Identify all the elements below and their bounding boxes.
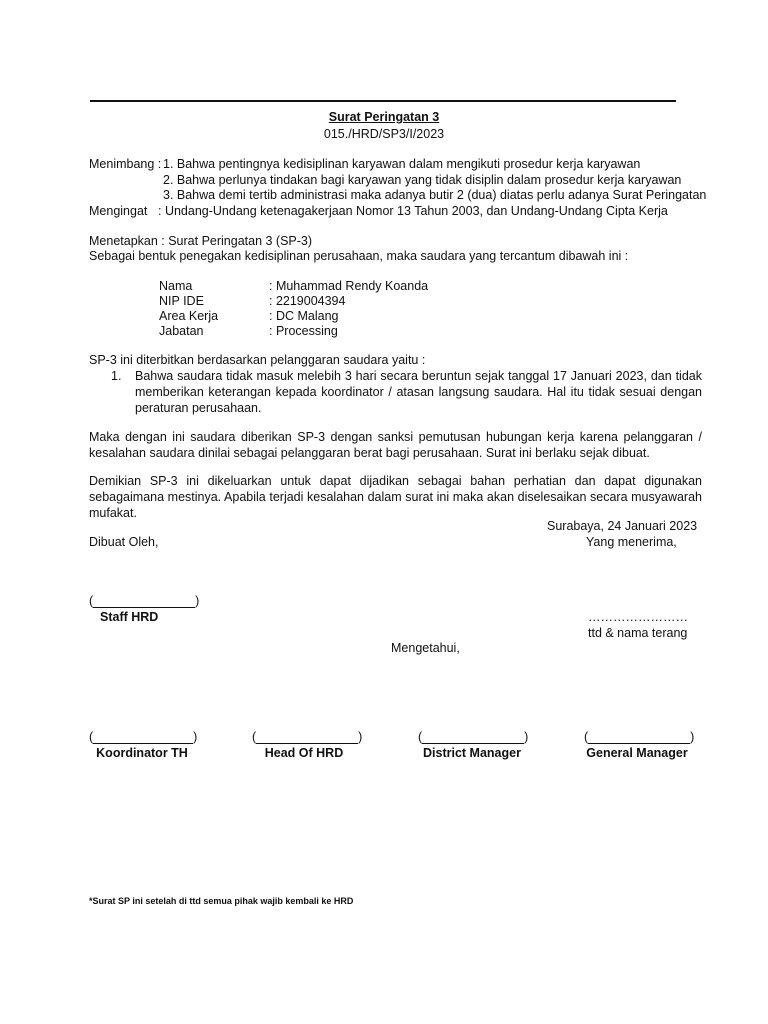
dibuat-oleh-label: Dibuat Oleh, [89,535,159,549]
employee-label: Nama [159,279,193,293]
violation-number: 1. [111,369,122,383]
employee-label: Jabatan [159,324,204,338]
place-date: Surabaya, 24 Januari 2023 [547,519,698,533]
approver-title: Koordinator TH [96,746,188,760]
footnote: *Surat SP ini setelah di ttd semua pihak wajib kembali ke HRD [89,896,354,906]
approver-title: District Manager [423,746,521,760]
mengingat-text: : Undang-Undang ketenagakerjaan Nomor 13 Tahun 2003, dan Undang-Undang Cipta Kerja [158,204,668,218]
menimbang-item-2: 2. Bahwa perlunya tindakan bagi karyawan yang tidak disiplin dalam prosedur kerja karyawan [163,173,682,187]
yang-menerima-label: Yang menerima, [586,535,677,549]
staff-hrd-label: Staff HRD [100,610,159,624]
violation-text: Bahwa saudara tidak masuk melebih 3 hari secara beruntun sejak tanggal 17 Januari 2023, dan tidak memberikan keterangan kepada koordinator / atasan langsung saudara. Hal itu tidak sesuai dengan peraturan perusahaan. [135,369,702,415]
staff-hrd-signature-line: ( ) [89,594,200,608]
closing-paragraph: Demikian SP-3 ini dikeluarkan untuk dapat dijadikan sebagai bahan perhatian dan dapat digunakan sebagaimana mestinya. Apabila terjadi kesalahan dalam surat ini maka akan diselesaikan secara musyawarah mufakat. [89,474,702,520]
employee-value: : DC Malang [269,309,339,323]
employee-value: : Processing [269,324,338,338]
district-manager-signature-line: ( ) [418,730,529,744]
menimbang-item-3: 3. Bahwa demi tertib administrasi maka adanya butir 2 (dua) diatas perlu adanya Surat Peringatan [163,188,707,202]
ttd-nama-terang: ttd & nama terang [588,626,688,640]
recipient-signature-dots: …………………… [588,610,688,624]
approver-title: General Manager [586,746,688,760]
intro-text: Sebagai bentuk penegakan kedisiplinan perusahaan, maka saudara yang tercantum dibawah ini : [89,249,629,263]
employee-label: NIP IDE [159,294,204,308]
letter-number: 015./HRD/SP3/I/2023 [323,127,445,141]
mengingat-label: Mengingat [89,204,148,218]
menimbang-label: Menimbang : [89,157,162,171]
koordinator-signature-line: ( ) [89,730,198,744]
employee-value: : 2219004394 [269,294,346,308]
approver-title: Head Of HRD [264,746,344,760]
employee-value: : Muhammad Rendy Koanda [269,279,429,293]
letter-title: Surat Peringatan 3 [328,110,440,124]
head-hrd-signature-line: ( ) [252,730,363,744]
menimbang-item-1: 1. Bahwa pentingnya kedisiplinan karyawan dalam mengikuti prosedur kerja karyawan [163,157,641,171]
sanction-paragraph: Maka dengan ini saudara diberikan SP-3 dengan sanksi pemutusan hubungan kerja karena pelanggaran / kesalahan saudara dinilai sebagai pelanggaran berat bagi perusahaan. Surat ini berlaku sejak dibuat. [89,430,702,460]
menetapkan-text: Menetapkan : Surat Peringatan 3 (SP-3) [89,234,313,248]
general-manager-signature-line: ( ) [584,730,695,744]
mengetahui-label: Mengetahui, [391,641,460,655]
violation-intro: SP-3 ini diterbitkan berdasarkan pelanggaran saudara yaitu : [89,353,426,367]
employee-label: Area Kerja [159,309,219,323]
header-rule [90,100,676,102]
